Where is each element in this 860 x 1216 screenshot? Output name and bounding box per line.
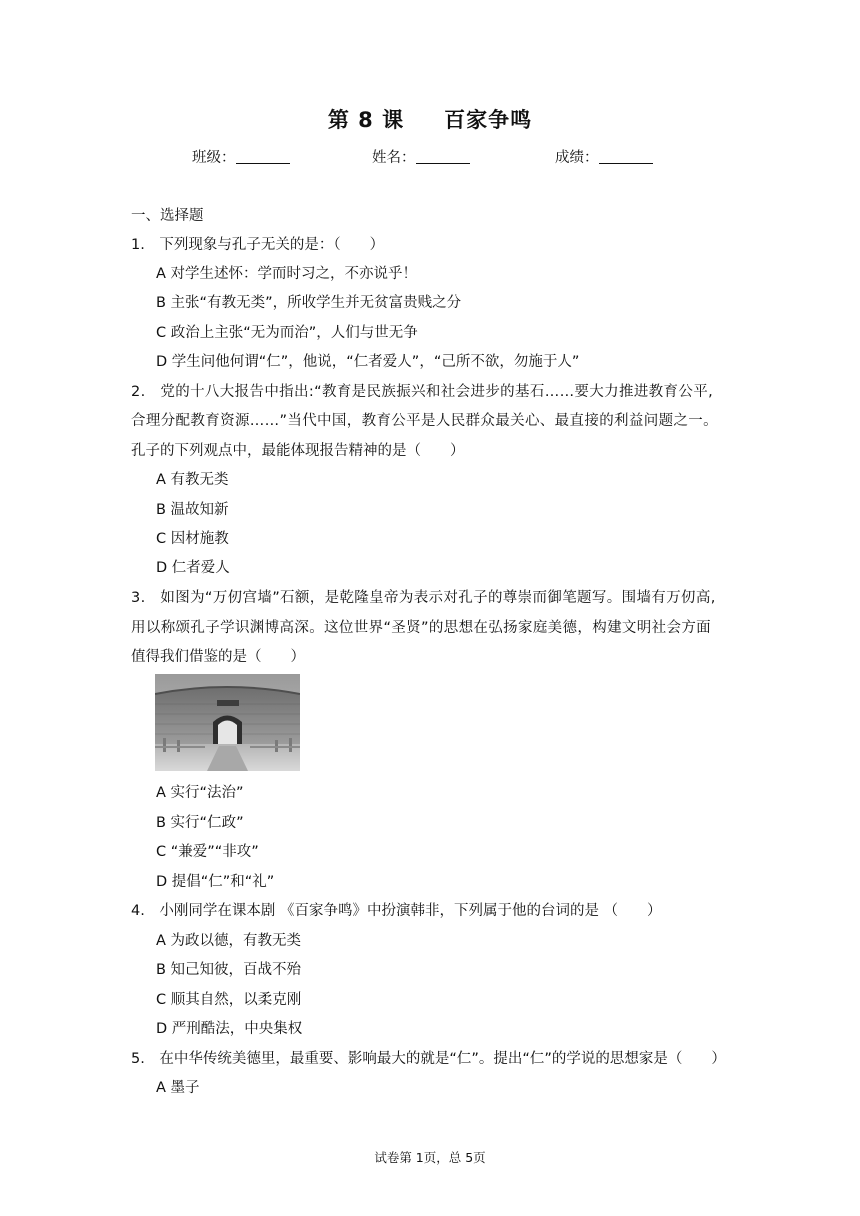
question-4-option-c: C 顺其自然，以柔克刚 bbox=[156, 992, 302, 1008]
question-3-option-c: C “兼爱”“非攻” bbox=[156, 844, 259, 860]
class-blank bbox=[236, 149, 290, 164]
question-2-option-a: A 有教无类 bbox=[156, 472, 229, 488]
class-field bbox=[192, 146, 290, 167]
question-2-stem-line-2: 合理分配教育资源……”当代中国，教育公平是人民群众最关心、最直接的利益问题之一。 bbox=[131, 413, 719, 429]
question-4-stem: 4. 小刚同学在课本剧 《百家争鸣》中扮演韩非，下列属于他的台词的是 （ ） bbox=[131, 903, 662, 919]
page-footer: 试卷第 1页，总 5页 bbox=[374, 1150, 486, 1165]
question-4-option-b: B 知己知彼，百战不殆 bbox=[156, 962, 302, 978]
wall-gate-photo bbox=[155, 674, 300, 771]
name-blank bbox=[416, 149, 470, 164]
question-1-option-b: B 主张“有教无类”，所收学生并无贫富贵贱之分 bbox=[156, 295, 462, 311]
lesson-number: 第 8 课 bbox=[327, 108, 405, 132]
question-3-stem-line-1: 3. 如图为“万仞宫墙”石额，是乾隆皇帝为表示对孔子的尊崇而御笔题写。围墙有万仞高, bbox=[131, 590, 716, 606]
name-field bbox=[372, 146, 470, 167]
question-2-option-d: D 仁者爱人 bbox=[156, 560, 230, 576]
lesson-name: 百家争鸣 bbox=[444, 108, 533, 132]
score-blank bbox=[599, 149, 653, 164]
score-label: 成绩： bbox=[555, 150, 599, 166]
question-1-option-d: D 学生问他何谓“仁”，他说，“仁者爱人”，“己所不欲，勿施于人” bbox=[156, 354, 580, 370]
score-field bbox=[555, 146, 653, 167]
question-4-option-a: A 为政以德，有教无类 bbox=[156, 933, 302, 949]
question-4-option-d: D 严刑酷法，中央集权 bbox=[156, 1021, 303, 1037]
question-2-stem-line-3: 孔子的下列观点中，最能体现报告精神的是（ ） bbox=[131, 443, 465, 459]
page-title bbox=[0, 104, 860, 134]
question-1-option-c: C 政治上主张“无为而治”，人们与世无争 bbox=[156, 325, 418, 341]
question-3-stem-line-3: 值得我们借鉴的是（ ） bbox=[131, 649, 305, 665]
question-3-option-d: D 提倡“仁”和“礼” bbox=[156, 874, 275, 890]
question-5-option-a: A 墨子 bbox=[156, 1080, 200, 1096]
question-1-stem: 1. 下列现象与孔子无关的是：（ ） bbox=[131, 237, 385, 253]
name-label: 姓名： bbox=[372, 150, 416, 166]
question-3-option-b: B 实行“仁政” bbox=[156, 815, 244, 831]
question-2-option-b: B 温故知新 bbox=[156, 502, 229, 518]
class-label: 班级： bbox=[192, 150, 236, 166]
question-5-stem: 5. 在中华传统美德里，最重要、影响最大的就是“仁”。提出“仁”的学说的思想家是（ ） bbox=[131, 1051, 726, 1067]
question-2-stem-line-1: 2. 党的十八大报告中指出:“教育是民族振兴和社会进步的基石……要大力推进教育公平, bbox=[131, 384, 714, 400]
section-title: 一、选择题 bbox=[131, 208, 204, 224]
question-1-option-a: A 对学生述怀：学而时习之，不亦说乎！ bbox=[156, 266, 418, 282]
question-2-option-c: C 因材施教 bbox=[156, 531, 229, 547]
question-3-option-a: A 实行“法治” bbox=[156, 785, 244, 801]
question-3-stem-line-2: 用以称颂孔子学识渊博高深。这位世界“圣贤”的思想在弘扬家庭美德，构建文明社会方面 bbox=[131, 620, 712, 636]
